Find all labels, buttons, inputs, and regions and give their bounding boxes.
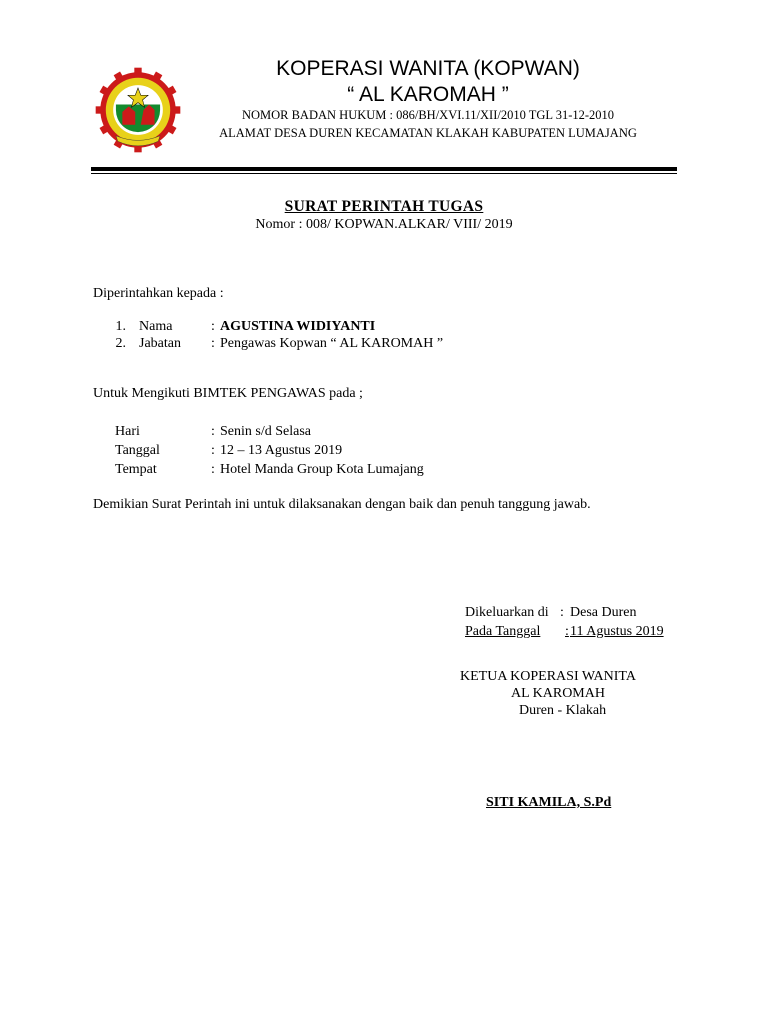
assignee-position: Pengawas Kopwan “ AL KAROMAH ” bbox=[220, 336, 444, 351]
detail-separator: : bbox=[211, 443, 215, 458]
org-name: KOPERASI WANITA (KOPWAN) bbox=[276, 57, 580, 80]
detail-value: 12 – 13 Agustus 2019 bbox=[220, 443, 343, 458]
item-number: 2. bbox=[115, 336, 126, 351]
signer-name: SITI KAMILA, S.Pd bbox=[486, 795, 612, 810]
purpose-text: Untuk Mengikuti BIMTEK PENGAWAS pada ; bbox=[93, 386, 363, 401]
item-separator: : bbox=[211, 336, 215, 351]
closing-text: Demikian Surat Perintah ini untuk dilaksanakan dengan baik dan penuh tanggung jawab. bbox=[93, 497, 591, 512]
detail-label: Tanggal bbox=[115, 443, 160, 458]
issue-date-separator: : bbox=[565, 624, 569, 639]
detail-separator: : bbox=[211, 462, 215, 477]
issue-date-label: Pada Tanggal bbox=[465, 624, 541, 639]
detail-value: Hotel Manda Group Kota Lumajang bbox=[220, 462, 424, 477]
document-title: SURAT PERINTAH TUGAS bbox=[284, 198, 484, 215]
item-label: Jabatan bbox=[139, 336, 181, 351]
item-label: Nama bbox=[139, 319, 173, 334]
assignee-name: AGUSTINA WIDIYANTI bbox=[220, 319, 376, 334]
item-number: 1. bbox=[115, 319, 126, 334]
signer-role: KETUA KOPERASI WANITA bbox=[460, 669, 636, 684]
item-separator: : bbox=[211, 319, 215, 334]
signer-location: Duren - Klakah bbox=[519, 703, 607, 718]
letterhead-divider bbox=[91, 167, 677, 171]
issue-place-separator: : bbox=[560, 605, 564, 620]
detail-label: Hari bbox=[115, 424, 140, 439]
assignee-intro: Diperintahkan kepada : bbox=[93, 286, 224, 301]
detail-value: Senin s/d Selasa bbox=[220, 424, 311, 439]
detail-separator: : bbox=[211, 424, 215, 439]
signer-organization: AL KAROMAH bbox=[511, 686, 605, 701]
issue-date-value: 11 Agustus 2019 bbox=[570, 624, 664, 639]
issue-place-label: Dikeluarkan di bbox=[465, 605, 549, 620]
letterhead-divider-thin bbox=[91, 173, 677, 174]
detail-label: Tempat bbox=[115, 462, 157, 477]
cooperative-emblem-icon bbox=[92, 64, 184, 156]
document-number: Nomor : 008/ KOPWAN.ALKAR/ VIII/ 2019 bbox=[255, 217, 513, 232]
org-address: ALAMAT DESA DUREN KECAMATAN KLAKAH KABUPATEN LUMAJANG bbox=[219, 126, 637, 140]
issue-place-value: Desa Duren bbox=[570, 605, 637, 620]
org-alias: “ AL KAROMAH ” bbox=[347, 83, 509, 106]
legal-number: NOMOR BADAN HUKUM : 086/BH/XVI.11/XII/2010 TGL 31-12-2010 bbox=[241, 108, 615, 122]
